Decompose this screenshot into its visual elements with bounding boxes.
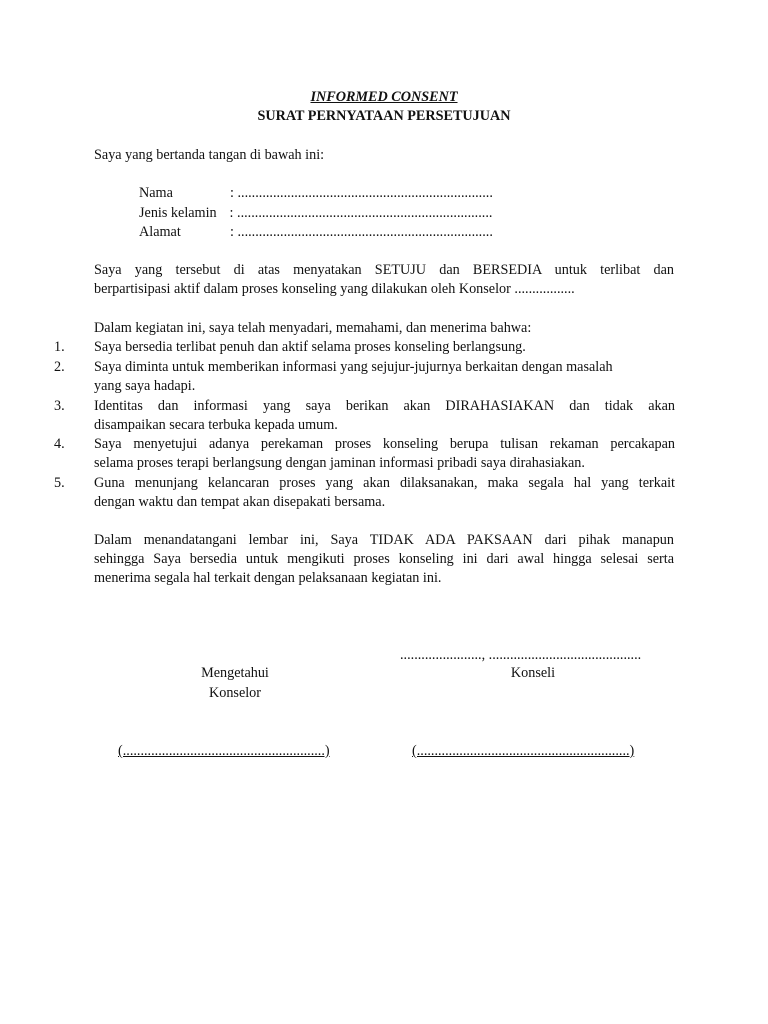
list-item-line: Saya bersedia terlibat penuh dan aktif selama proses konseling berlangsung. [94, 339, 526, 355]
closing-line: Dalam menandatangani lembar ini, Saya TIDAK ADA PAKSAAN dari pihak manapun [94, 532, 674, 548]
statement-line: berpartisipasi aktif dalam proses konseling yang dilakukan oleh Konselor ................. [94, 281, 575, 297]
place-date-line: ......................., ........................................... [400, 647, 642, 663]
list-number: 4. [54, 436, 65, 452]
field-label-nama: Nama [139, 185, 173, 201]
list-item [94, 397, 675, 435]
statement-paragraph [94, 261, 674, 299]
list-number: 3. [54, 398, 65, 414]
closing-line: menerima segala hal terkait dengan pelaksanaan kegiatan ini. [94, 570, 442, 586]
document-title: INFORMED CONSENT [310, 89, 458, 105]
field-value-jenis-kelamin: : ........................................................................ [226, 205, 493, 221]
signature-label-konseli: Konseli [510, 665, 556, 681]
list-number: 1. [54, 339, 65, 355]
list-number: 5. [54, 475, 65, 491]
field-label-alamat: Alamat [139, 224, 181, 240]
list-item-line: selama proses terapi berlangsung dengan jaminan informasi pribadi saya dirahasiakan. [94, 455, 585, 471]
list-number: 2. [54, 359, 65, 375]
awareness-intro: Dalam kegiatan ini, saya telah menyadari, memahami, dan menerima bahwa: [94, 320, 532, 336]
list-item [94, 358, 675, 396]
list-item-line: yang saya hadapi. [94, 378, 196, 394]
intro-text: Saya yang bertanda tangan di bawah ini: [94, 147, 325, 163]
list-item-line: Identitas dan informasi yang saya berikan akan DIRAHASIAKAN dan tidak akan [94, 398, 675, 414]
field-value-alamat: : ........................................................................ [230, 224, 493, 240]
list-item-line: disampaikan secara terbuka kepada umum. [94, 417, 338, 433]
list-item [94, 435, 675, 473]
closing-line: sehingga Saya bersedia untuk mengikuti proses konseling ini dari awal hingga selesai serta [94, 551, 674, 567]
signature-label-konselor: Konselor [208, 685, 261, 701]
list-item [94, 474, 675, 512]
field-value-nama: : ........................................................................ [230, 185, 493, 201]
list-item-line: Guna menunjang kelancaran proses yang akan dilaksanakan, maka segala hal yang terkait [94, 475, 675, 491]
statement-line: Saya yang tersebut di atas menyatakan SETUJU dan BERSEDIA untuk terlibat dan [94, 262, 674, 278]
signature-line-konseli: (............................................................) [412, 743, 635, 759]
signature-label-mengetahui: Mengetahui [201, 665, 269, 681]
document-subtitle: SURAT PERNYATAAN PERSETUJUAN [257, 108, 511, 124]
list-item [94, 338, 675, 357]
list-item-line: Saya diminta untuk memberikan informasi yang sejujur-jujurnya berkaitan dengan masalah [94, 359, 613, 375]
closing-paragraph [94, 531, 674, 588]
field-label-jenis-kelamin: Jenis kelamin [139, 205, 217, 221]
list-item-line: dengan waktu dan tempat akan disepakati bersama. [94, 494, 386, 510]
signature-line-konselor: (.........................................................) [118, 743, 330, 759]
list-item-line: Saya menyetujui adanya perekaman proses konseling berupa tulisan rekaman percakapan [94, 436, 675, 452]
